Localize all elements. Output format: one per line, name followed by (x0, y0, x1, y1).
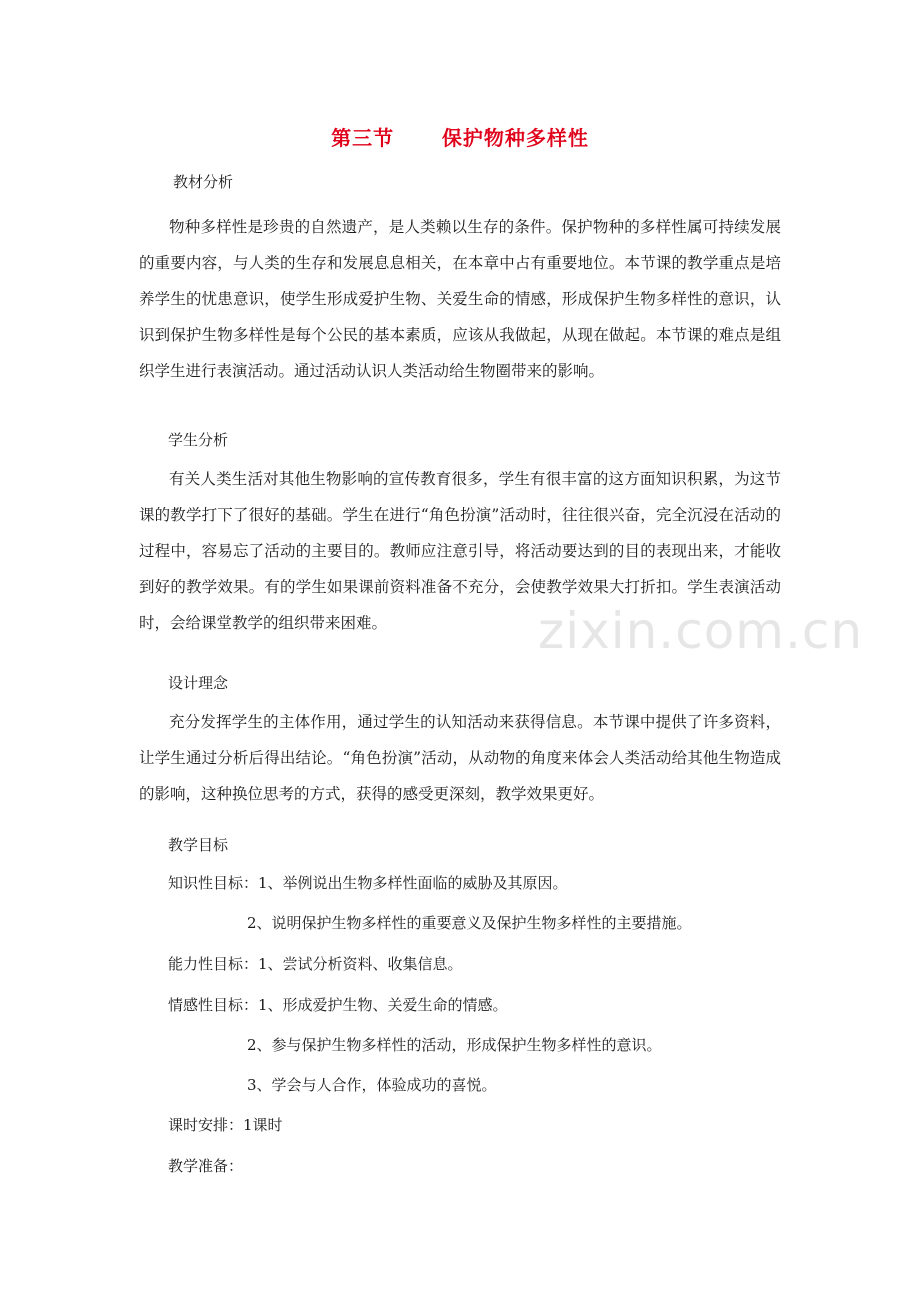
goal-emotion-1: 情感性目标：1、形成爱护生物、关爱生命的情感。 (168, 996, 508, 1014)
heading-design-concept: 设计理念 (168, 674, 229, 692)
goal-ability-1: 能力性目标：1、尝试分析资料、收集信息。 (168, 955, 463, 973)
heading-teaching-goals: 教学目标 (168, 836, 229, 854)
paragraph-design-concept: 充分发挥学生的主体作用，通过学生的认知活动来获得信息。本节课中提供了许多资料，让学生通过分析后得出结论。“角色扮演”活动，从动物的角度来体会人类活动给其他生物造成的影响，这种换位思考的方式，获得的感受更深刻，教学效果更好。 (139, 713, 781, 803)
goal-knowledge-1: 知识性目标：1、举例说出生物多样性面临的威胁及其原因。 (168, 874, 568, 892)
paragraph-student-analysis: 有关人类生活对其他生物影响的宣传教育很多，学生有很丰富的这方面知识积累，为这节课的教学打下了很好的基础。学生在进行“角色扮演”活动时，往往很兴奋，完全沉浸在活动的过程中，容易忘了活动的主要目的。教师应注意引导，将活动要达到的目的表现出来，才能收到好的教学效果。有的学生如果课前资料准备不充分，会使教学效果大打折扣。学生表演活动时，会给课堂教学的组织带来困难。 (139, 470, 781, 632)
goal-emotion-3: 3、学会与人合作，体验成功的喜悦。 (247, 1076, 497, 1094)
paragraph-material-analysis: 物种多样性是珍贵的自然遗产，是人类赖以生存的条件。保护物种的多样性属可持续发展的重要内容，与人类的生存和发展息息相关，在本章中占有重要地位。本节课的教学重点是培养学生的忧患意识，使学生形成爱护生物、关爱生命的情感，形成保护生物多样性的意识，认识到保护生物多样性是每个公民的基本素质，应该从我做起，从现在做起。本节课的难点是组织学生进行表演活动。通过活动认识人类活动给生物圈带来的影响。 (139, 218, 781, 380)
heading-student-analysis: 学生分析 (168, 431, 229, 449)
teaching-preparation: 教学准备： (168, 1157, 244, 1175)
page-title: 第三节 保护物种多样性 (331, 126, 589, 150)
goal-emotion-2: 2、参与保护生物多样性的活动，形成保护生物多样性的意识。 (247, 1036, 662, 1054)
heading-material-analysis: 教材分析 (173, 173, 234, 191)
watermark: zixin.com.cn (538, 602, 864, 660)
goal-knowledge-2: 2、说明保护生物多样性的重要意义及保护生物多样性的主要措施。 (247, 914, 692, 932)
class-schedule: 课时安排：1课时 (168, 1116, 283, 1134)
